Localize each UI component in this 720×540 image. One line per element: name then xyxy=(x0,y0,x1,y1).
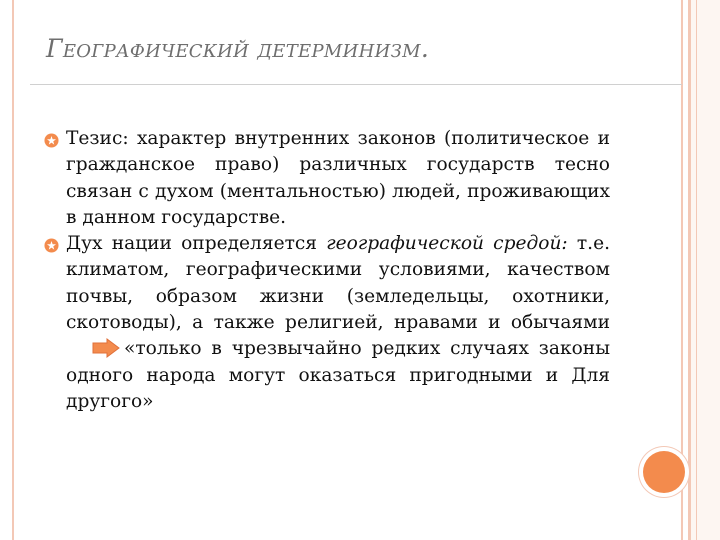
title-divider xyxy=(30,84,682,85)
bullet-item-spirit xyxy=(66,231,610,415)
right-decorative-band xyxy=(690,0,720,540)
slide-title: Географический детерминизм. xyxy=(46,34,430,63)
right-arrow-icon xyxy=(92,338,120,358)
orange-star-bullet-icon xyxy=(44,238,59,253)
bullet-list xyxy=(66,126,610,415)
orange-star-bullet-icon xyxy=(44,133,59,148)
bullet-text-spirit-part2: т.е. климатом, географическими условиями, качеством почвы, образом жизни (земледельцы, охотники, скотоводы), а также религией, нравами и обычаями xyxy=(66,233,610,334)
bullet-text-spirit-part1: Дух нации определяется xyxy=(66,233,327,255)
bullet-item-thesis xyxy=(66,126,610,231)
bullet-text-emphasis: географической средой: xyxy=(326,233,568,255)
orange-circle-decoration xyxy=(643,451,685,493)
bullet-text-spirit-quote: «только в чрезвычайно редких случаях законы одного народа могут оказаться пригодными и Для другого» xyxy=(66,338,610,412)
bullet-text-thesis: Тезис: характер внутренних законов (политическое и гражданское право) различных государств тесно связан с духом (ментальностью) людей, проживающих в данном государстве. xyxy=(66,128,610,228)
